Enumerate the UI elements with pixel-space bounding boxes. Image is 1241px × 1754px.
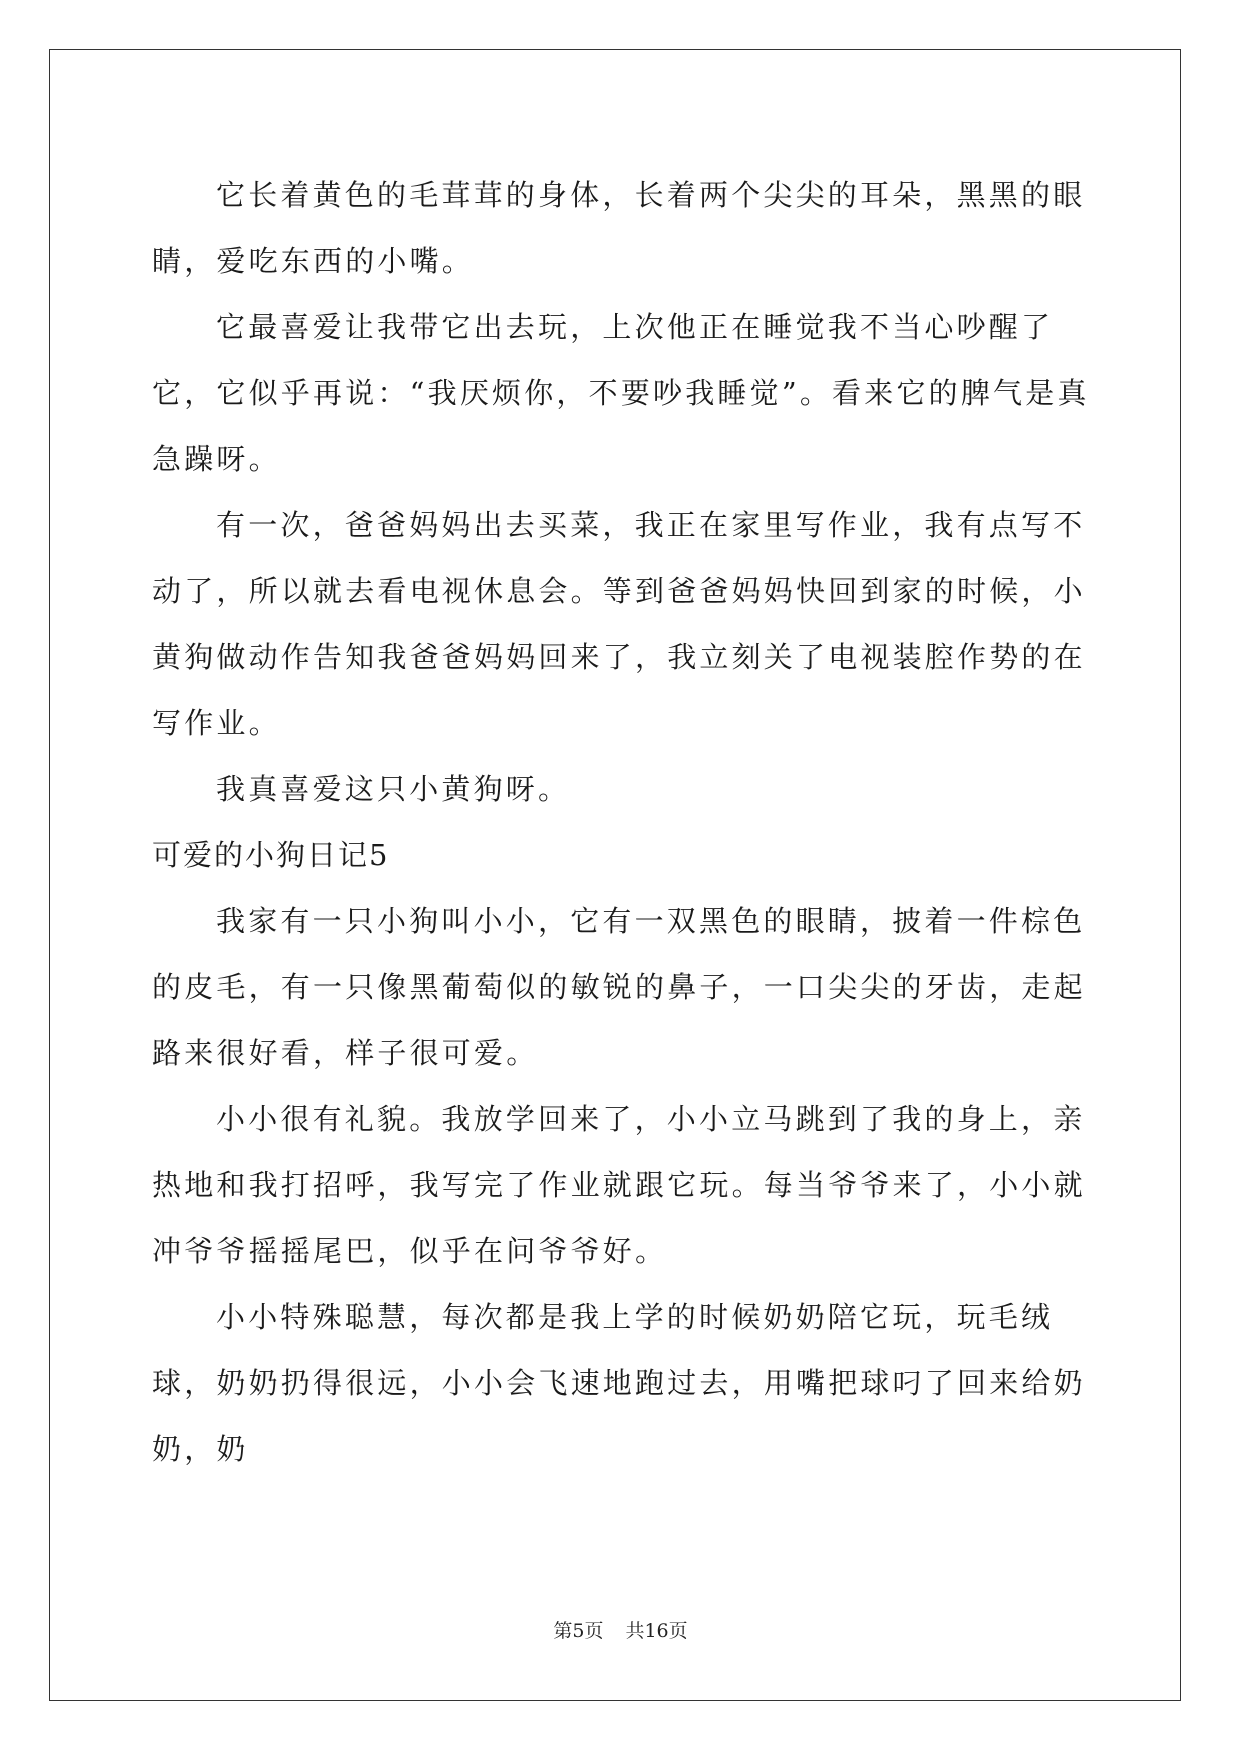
page-number: 第5页 bbox=[553, 1620, 604, 1642]
paragraph-4: 我真喜爱这只小黄狗呀。 bbox=[216, 772, 571, 806]
paragraph-5: 我家有一只小狗叫小小，它有一双黑色的眼睛，披着一件棕色的皮毛，有一只像黑葡萄似的敏锐的鼻子，一口尖尖的牙齿，走起路来很好看，样子很可爱。 bbox=[152, 904, 1086, 1070]
paragraph-3: 有一次，爸爸妈妈出去买菜，我正在家里写作业，我有点写不动了，所以就去看电视休息会。等到爸爸妈妈快回到家的时候，小黄狗做动作告知我爸爸妈妈回来了，我立刻关了电视装腔作势的在写作业。 bbox=[152, 508, 1086, 740]
paragraph-6: 小小很有礼貌。我放学回来了，小小立马跳到了我的身上，亲热地和我打招呼，我写完了作业就跟它玩。每当爷爷来了，小小就冲爷爷摇摇尾巴，似乎在问爷爷好。 bbox=[152, 1102, 1086, 1268]
paragraph-1: 它长着黄色的毛茸茸的身体，长着两个尖尖的耳朵，黑黑的眼睛，爱吃东西的小嘴。 bbox=[152, 178, 1086, 278]
page-total: 共16页 bbox=[625, 1620, 688, 1642]
paragraph-2: 它最喜爱让我带它出去玩，上次他正在睡觉我不当心吵醒了它，它似乎再说：“我厌烦你，不要吵我睡觉”。看来它的脾气是真急躁呀。 bbox=[152, 310, 1090, 476]
section-title: 可爱的小狗日记5 bbox=[152, 838, 390, 872]
document-body bbox=[152, 162, 1092, 1482]
paragraph-7: 小小特殊聪慧，每次都是我上学的时候奶奶陪它玩，玩毛绒球，奶奶扔得很远，小小会飞速地跑过去，用嘴把球叼了回来给奶奶，奶 bbox=[152, 1300, 1086, 1466]
page-footer bbox=[0, 1616, 1241, 1643]
